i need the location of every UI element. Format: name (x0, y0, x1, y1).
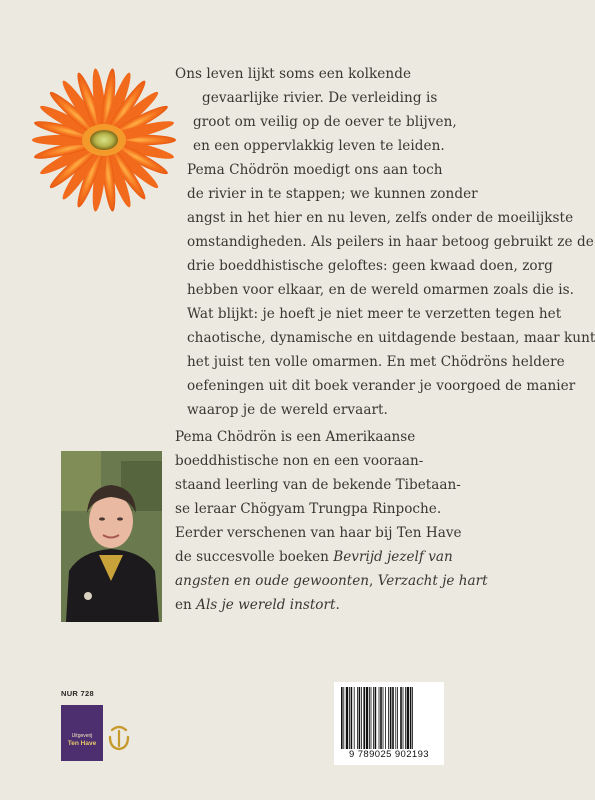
blurb-line: het juist ten volle omarmen. En met Chödröns heldere (187, 354, 565, 370)
blurb-line: waarop je de wereld ervaart. (187, 402, 388, 418)
blurb-line: groot om veilig op de oever te blijven, (193, 114, 457, 130)
bio-line (175, 545, 453, 569)
nur-code: NUR 728 (61, 689, 94, 698)
blurb-line: chaotische, dynamische en uitdagende bestaan, maar kunt (187, 330, 595, 346)
bio-text: . (335, 597, 340, 613)
blurb-line: en een oppervlakkig leven te leiden. (193, 138, 445, 154)
blurb-line: Ons leven lijkt soms een kolkende (175, 66, 412, 82)
publisher-logo (61, 705, 103, 761)
blurb-line: oefeningen uit dit boek verander je voorgoed de manier (187, 378, 576, 394)
blurb-line: gevaarlijke rivier. De verleiding is (202, 90, 438, 106)
isbn-barcode (334, 682, 444, 765)
barcode-icon (341, 687, 437, 749)
ten-have-emblem-icon (106, 722, 132, 752)
publisher-label: Uitgeverij (71, 733, 93, 739)
publisher-name: Ten Have (67, 740, 97, 747)
bio-line: Pema Chödrön is een Amerikaanse (175, 429, 416, 445)
bio-line: boeddhistische non en een vooraan- (175, 453, 424, 469)
blurb-line: de rivier in te stappen; we kunnen zonder (187, 186, 478, 202)
blurb-line: Wat blijkt: je hoeft je niet meer te verzetten tegen het (187, 306, 562, 322)
blurb-line: Pema Chödrön moedigt ons aan toch (187, 162, 443, 178)
bio-line: se leraar Chögyam Trungpa Rinpoche. (175, 501, 442, 517)
blurb-line: drie boeddhistische geloftes: geen kwaad doen, zorg (187, 258, 553, 274)
blurb-line: omstandigheden. Als peilers in haar betoog gebruikt ze de (187, 234, 594, 250)
isbn-number: 9 789025 902193 (349, 749, 429, 760)
bio-text: de succesvolle boeken (175, 549, 334, 565)
book-title: Verzacht je hart (377, 573, 488, 589)
book-title: Als je wereld instort (196, 597, 336, 613)
bio-line: staand leerling van de bekende Tibetaan- (175, 477, 461, 493)
bio-text: en (175, 597, 197, 613)
book-title: angsten en oude gewoonten (175, 573, 370, 589)
blurb-line: hebben voor elkaar, en de wereld omarmen zoals die is. (187, 282, 575, 298)
book-title: Bevrijd jezelf van (333, 549, 453, 565)
bio-line (175, 569, 488, 593)
blurb-line: angst in het hier en nu leven, zelfs onder de moeilijkste (187, 210, 574, 226)
bio-text: , (369, 573, 378, 589)
bio-line (175, 593, 340, 617)
bio-line: Eerder verschenen van haar bij Ten Have (175, 525, 462, 541)
